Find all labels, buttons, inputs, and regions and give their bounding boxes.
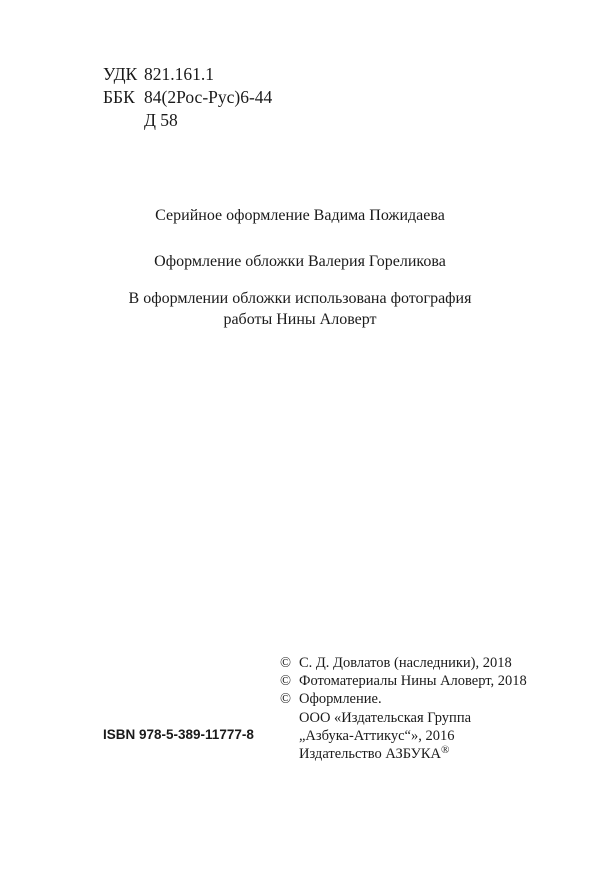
author-mark: Д 58 — [144, 110, 178, 130]
copyright-line — [280, 654, 527, 672]
copyright-line — [280, 672, 527, 690]
copyright-line — [280, 727, 527, 745]
copyright-text — [299, 745, 449, 763]
copyright-block — [280, 654, 527, 763]
copyright-text: „Азбука-Аттикус“», 2016 — [299, 727, 455, 744]
bbk-row — [103, 86, 272, 109]
udk-label: УДК — [103, 64, 138, 84]
isbn: ISBN 978-5-389-11777-8 — [103, 727, 254, 742]
copyright-line — [280, 690, 527, 708]
copyright-line — [280, 745, 527, 763]
copyright-symbol: © — [280, 673, 292, 690]
bbk-value: 84(2Рос-Рус)6-44 — [144, 87, 273, 107]
classification-block — [103, 63, 272, 132]
udk-value: 821.161.1 — [144, 64, 214, 84]
copyright-text: Оформление. — [299, 691, 382, 708]
publisher-name: Издательство АЗБУКА — [299, 746, 441, 763]
registered-trademark-icon: ® — [441, 744, 450, 757]
series-design-credit: Серийное оформление Вадима Пожидаева — [155, 207, 445, 224]
copyright-text: ООО «Издательская Группа — [299, 709, 472, 726]
cover-photo-credit-line-2: работы Нины Аловерт — [223, 311, 377, 328]
udk-row — [103, 63, 272, 86]
author-mark-row — [103, 109, 272, 132]
cover-design-credit: Оформление обложки Валерия Гореликова — [154, 253, 446, 270]
copyright-line — [280, 709, 527, 727]
copyright-text: Фотоматериалы Нины Аловерт, 2018 — [299, 673, 527, 690]
copyright-symbol: © — [280, 655, 292, 671]
cover-photo-credit-line-1: В оформлении обложки использована фотография — [128, 290, 472, 307]
copyright-text: С. Д. Довлатов (наследники), 2018 — [299, 655, 512, 671]
copyright-symbol: © — [280, 691, 292, 708]
bbk-label: ББК — [103, 87, 135, 107]
cover-photo-credit — [110, 288, 490, 330]
